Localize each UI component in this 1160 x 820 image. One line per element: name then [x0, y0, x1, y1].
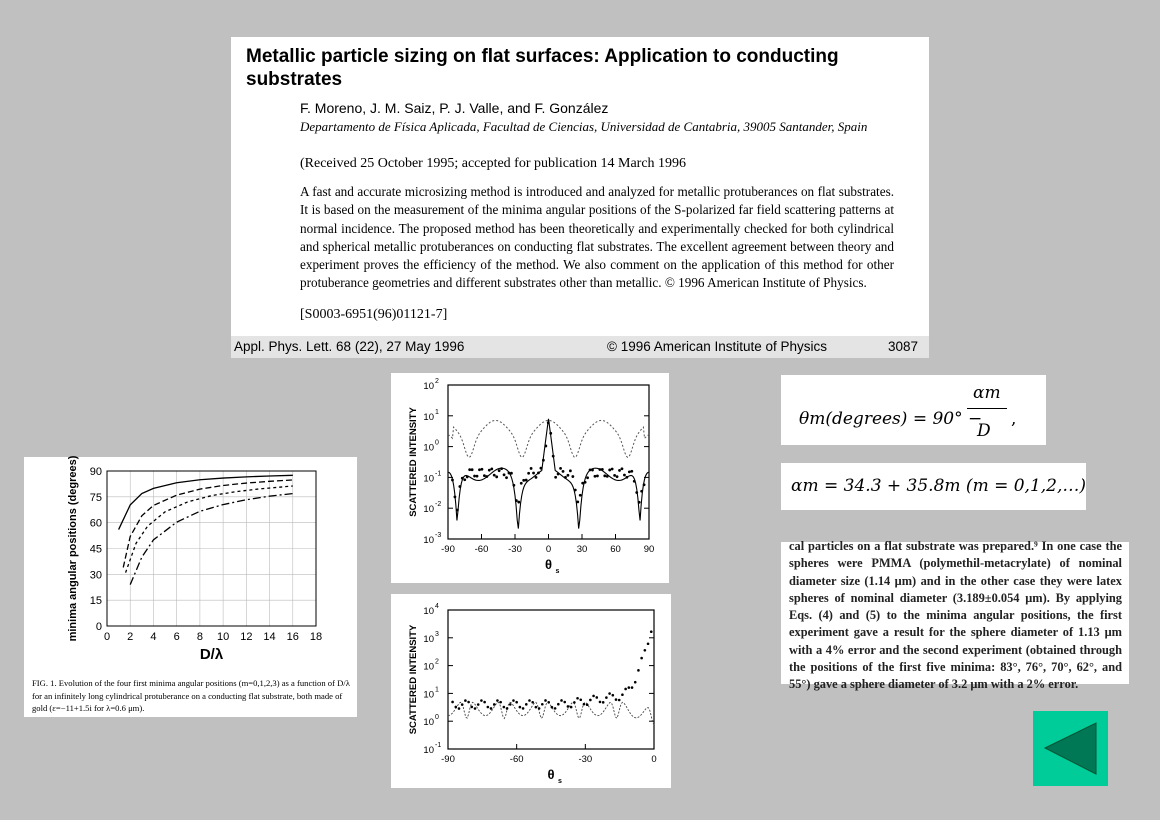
data-point [528, 699, 531, 702]
data-point [554, 476, 557, 479]
y-tick-base: 10 [423, 689, 434, 701]
x-tick-label: 60 [610, 544, 621, 555]
x-axis-label: θ [547, 767, 555, 782]
scattering-plot-top [391, 373, 669, 583]
equation-2 [781, 463, 1086, 510]
data-point [583, 703, 586, 706]
data-point [541, 703, 544, 706]
data-point [538, 707, 541, 710]
y-tick-label: 30 [89, 569, 102, 582]
x-tick-label: 6 [173, 631, 180, 643]
y-tick-exponent: 2 [435, 658, 439, 666]
data-point [503, 473, 506, 476]
data-point [579, 698, 582, 701]
data-point [598, 468, 601, 471]
data-point [451, 479, 454, 482]
x-tick-label: 0 [651, 754, 657, 765]
data-point [505, 476, 508, 479]
data-point [594, 475, 597, 478]
data-point [644, 649, 647, 652]
data-point [551, 706, 554, 709]
data-point [476, 475, 479, 478]
data-point [599, 701, 602, 704]
x-tick-label: 18 [309, 631, 323, 643]
x-tick-label: -60 [474, 544, 489, 555]
data-point [589, 699, 592, 702]
data-point [563, 701, 566, 704]
journal-footer [231, 336, 929, 358]
data-point [606, 475, 609, 478]
data-point [591, 469, 594, 472]
data-point [468, 468, 471, 471]
data-point [612, 694, 615, 697]
page-number: 3087 [888, 339, 919, 354]
data-point [493, 703, 496, 706]
x-tick-label: 14 [263, 631, 276, 643]
data-point [522, 479, 525, 482]
x-tick-label: 0 [545, 544, 552, 555]
data-point [544, 445, 547, 448]
y-tick-label: 60 [89, 517, 102, 530]
data-point [605, 696, 608, 699]
data-point [650, 630, 653, 633]
top-chart [391, 373, 669, 583]
y-tick-base: 10 [423, 717, 434, 729]
plot-frame [448, 610, 654, 749]
data-point [499, 701, 502, 704]
data-point [613, 474, 616, 477]
y-axis-label: SCATTERED INTENSITY [408, 407, 419, 517]
paper-affiliation: Departamento de Física Aplicada, Facultad de Ciencias, Universidad de Cantabria, 39005 Santander, Spain [300, 119, 868, 134]
data-point [586, 703, 589, 706]
plot-frame [448, 385, 649, 539]
data-point [625, 476, 628, 479]
data-point [549, 432, 552, 435]
y-tick-exponent: 0 [435, 714, 439, 722]
data-point [481, 468, 484, 471]
x-tick-label: -90 [441, 544, 455, 555]
data-point [574, 489, 577, 492]
data-point [466, 476, 469, 479]
data-point [509, 703, 512, 706]
x-tick-label: 30 [576, 544, 588, 555]
x-axis-label: D/λ [199, 646, 224, 663]
data-point [520, 482, 523, 485]
series-line-m1 [123, 480, 293, 567]
y-tick-base: 10 [423, 606, 434, 617]
y-tick-exponent: 2 [435, 378, 439, 385]
data-point [488, 469, 491, 472]
bottom-chart [391, 594, 671, 788]
data-point [640, 657, 643, 660]
text-excerpt [781, 539, 1129, 692]
data-point [623, 474, 626, 477]
data-point [618, 469, 621, 472]
x-axis-label-sub: s [555, 568, 560, 575]
data-point [571, 475, 574, 478]
data-point [517, 501, 520, 504]
eq2-text: αm = 34.3 + 35.8m (m = 0,1,2,…) [791, 476, 1087, 496]
data-point [624, 688, 627, 691]
y-tick-base: 10 [423, 661, 434, 673]
data-point [461, 703, 464, 706]
data-point [576, 501, 579, 504]
data-point [530, 467, 533, 470]
data-point [634, 681, 637, 684]
data-point [635, 491, 638, 494]
paper-header [231, 37, 929, 358]
data-point [464, 699, 467, 702]
data-point [611, 468, 614, 471]
data-point [508, 472, 511, 475]
data-point [547, 421, 550, 424]
y-tick-exponent: -1 [435, 470, 442, 478]
data-point [506, 707, 509, 710]
y-tick-exponent: 4 [435, 603, 439, 610]
data-point [495, 475, 498, 478]
data-point [554, 707, 557, 710]
data-point [586, 476, 589, 479]
data-point [647, 642, 650, 645]
data-point [525, 479, 528, 482]
data-point [454, 706, 457, 709]
y-tick-exponent: 3 [435, 630, 439, 638]
data-point [493, 474, 496, 477]
x-tick-label: 8 [196, 631, 203, 643]
x-axis-label-sub: s [558, 778, 562, 785]
y-tick-exponent: 0 [435, 439, 439, 447]
excerpt-text: cal particles on a flat substrate was prepared.⁹ In one case the spheres were PMMA (polymethil-metacrylate) of nominal diameter size (1.14 μm) and in the other case they were latex spheres of nominal diameter (3.189±0.054 μm). By applying Eqs. (4) and (5) to the minima angular positions, the first experiment gave a result for the sphere diameter of 1.13 μm with a 4% error and the second experiment (obtained through the positions of the first five minima: 83°, 76°, 70°, 62°, and 55°) gave a sphere diameter of 3.2 μm with a 2% error. [789, 539, 1122, 692]
x-tick-label: -30 [508, 544, 522, 555]
x-tick-label: 10 [216, 631, 230, 643]
data-point [579, 494, 582, 497]
data-point [633, 480, 636, 483]
data-point [589, 468, 592, 471]
data-point [618, 699, 621, 702]
data-point [483, 701, 486, 704]
series-line-m3 [130, 494, 293, 585]
data-point [451, 701, 454, 704]
data-point [487, 706, 490, 709]
y-axis-label: SCATTERED INTENSITY [408, 624, 419, 735]
x-axis-label: θ [544, 557, 553, 572]
y-tick-exponent: -2 [435, 501, 442, 509]
data-point [560, 699, 563, 702]
data-point [592, 695, 595, 698]
fraction-bar [967, 408, 1007, 409]
data-point [527, 472, 530, 475]
data-point [567, 474, 570, 477]
data-point [630, 470, 633, 473]
received-date: (Received 25 October 1995; accepted for publication 14 March 1996 [300, 156, 687, 171]
data-point [458, 707, 461, 710]
data-point [603, 474, 606, 477]
data-point [595, 696, 598, 699]
data-point [490, 467, 493, 470]
data-point [570, 706, 573, 709]
data-point [503, 706, 506, 709]
data-point [616, 475, 619, 478]
data-point [643, 483, 646, 486]
y-tick-base: 10 [423, 411, 434, 423]
y-tick-label: 90 [89, 466, 102, 478]
y-tick-exponent: 1 [435, 408, 439, 416]
y-tick-base: 10 [423, 504, 434, 516]
x-tick-label: 0 [103, 631, 111, 643]
data-point [471, 468, 474, 471]
data-point [608, 469, 611, 472]
data-point [564, 476, 567, 479]
data-point [573, 701, 576, 704]
data-point [552, 455, 555, 458]
eq1-numerator: αm [973, 383, 1001, 403]
data-point [557, 703, 560, 706]
y-tick-label: 45 [89, 543, 102, 556]
y-tick-exponent: -1 [435, 742, 442, 749]
data-point [512, 484, 515, 487]
data-point [559, 467, 562, 470]
data-point [567, 705, 570, 708]
theory-dotted-curve [448, 702, 654, 725]
x-tick-label: 90 [643, 544, 655, 555]
data-point [473, 475, 476, 478]
author-list: F. Moreno, J. M. Saiz, P. J. Valle, and F. González [300, 100, 609, 116]
data-point [480, 699, 483, 702]
data-point [615, 698, 618, 701]
fig1-caption: FIG. 1. Evolution of the four first minima angular positions (m=0,1,2,3) as a function of D/λ for an infinitely long cylindrical protuberance on a conducting flat substrate, both made of gold (ε=−11+1.5i for λ=0.6 μm). [32, 678, 350, 713]
data-point [519, 706, 522, 709]
data-point [515, 499, 518, 502]
series-line-m2 [126, 486, 293, 573]
equation-1 [781, 375, 1046, 445]
scattering-plot-bottom [391, 594, 671, 788]
data-point [544, 699, 547, 702]
y-tick-base: 10 [423, 381, 434, 392]
data-point [608, 692, 611, 695]
data-point [510, 472, 513, 475]
data-point [478, 468, 481, 471]
data-point [463, 478, 466, 481]
data-point [562, 470, 565, 473]
data-point [584, 481, 587, 484]
data-point [458, 485, 461, 488]
data-point [576, 697, 579, 700]
x-tick-label: -90 [441, 754, 455, 765]
y-tick-exponent: 1 [435, 686, 439, 694]
data-point [557, 473, 560, 476]
data-point [467, 701, 470, 704]
y-tick-base: 10 [423, 535, 434, 546]
triangle-left-icon [1033, 711, 1108, 786]
y-tick-base: 10 [423, 473, 434, 485]
data-point [531, 701, 534, 704]
data-point [498, 469, 501, 472]
y-tick-exponent: -3 [435, 532, 442, 539]
eq1-tail: , [1011, 409, 1017, 429]
y-axis-label: minima angular positions (degrees) [67, 455, 79, 642]
x-tick-label: 2 [127, 631, 134, 643]
eq1-denominator: D [977, 421, 991, 441]
data-point [454, 496, 457, 499]
data-point [537, 471, 540, 474]
data-point [628, 686, 631, 689]
data-point [581, 482, 584, 485]
theory-dotted-curve [448, 420, 649, 457]
data-point [532, 472, 535, 475]
x-tick-label: -30 [578, 754, 593, 765]
data-point [542, 459, 545, 462]
data-point [596, 475, 599, 478]
back-button[interactable] [1033, 711, 1108, 786]
pii-code: [S0003-6951(96)01121-7] [300, 307, 448, 322]
data-point [569, 469, 572, 472]
data-point [474, 707, 477, 710]
data-point [461, 477, 464, 480]
x-tick-label: 16 [286, 631, 299, 643]
y-tick-base: 10 [423, 745, 434, 756]
data-point [490, 707, 493, 710]
abstract: A fast and accurate microsizing method is introduced and analyzed for metallic protuberances on flat substrates. It is based on the measurement of the minima angular positions of the S-polarized far field scattering patterns at normal incidence. The proposed method has been theoretically and experimentally checked for both cylindrical and spherical metallic protuberances on conducting flat substrates. The excellent agreement between theory and experiment proves the efficiency of the method. We also comment on the application of this method for other protuberance geometries and different substrates other than metallic. © 1996 American Institute of Physics. [300, 184, 894, 291]
eq1-lhs: θm(degrees) = 90° − [799, 409, 983, 429]
fig1-chart [24, 457, 357, 677]
y-tick-label: 0 [95, 621, 102, 633]
data-point [525, 703, 528, 706]
paper-authors [300, 100, 608, 116]
data-point [602, 701, 605, 704]
data-point [631, 686, 634, 689]
series-line-m0 [119, 475, 293, 529]
data-point [535, 476, 538, 479]
data-point [601, 468, 604, 471]
data-point [628, 470, 631, 473]
data-point [477, 703, 480, 706]
paper-title: Metallic particle sizing on flat surfaces: Application to conducting substrates [246, 46, 839, 90]
data-point [485, 475, 488, 478]
data-point [512, 699, 515, 702]
copyright: © 1996 American Institute of Physics [607, 339, 828, 354]
y-tick-base: 10 [423, 442, 434, 454]
data-point [640, 490, 643, 493]
data-point [621, 693, 624, 696]
data-point [456, 509, 459, 512]
data-point [535, 706, 538, 709]
data-point [471, 706, 474, 709]
data-point [500, 467, 503, 470]
figure-1 [24, 457, 357, 717]
x-tick-label: 4 [150, 631, 157, 643]
data-point [637, 669, 640, 672]
data-point [496, 699, 499, 702]
x-tick-label: -60 [509, 754, 524, 765]
data-point [547, 701, 550, 704]
data-point [483, 474, 486, 477]
data-point [515, 701, 518, 704]
x-tick-label: 12 [240, 631, 253, 643]
data-point [638, 501, 641, 504]
y-tick-base: 10 [423, 633, 434, 645]
journal-citation: Appl. Phys. Lett. 68 (22), 27 May 1996 [234, 339, 465, 354]
y-tick-label: 75 [89, 491, 102, 504]
data-point [522, 707, 525, 710]
y-tick-label: 15 [89, 595, 102, 608]
data-point [621, 467, 624, 470]
data-point [540, 467, 543, 470]
